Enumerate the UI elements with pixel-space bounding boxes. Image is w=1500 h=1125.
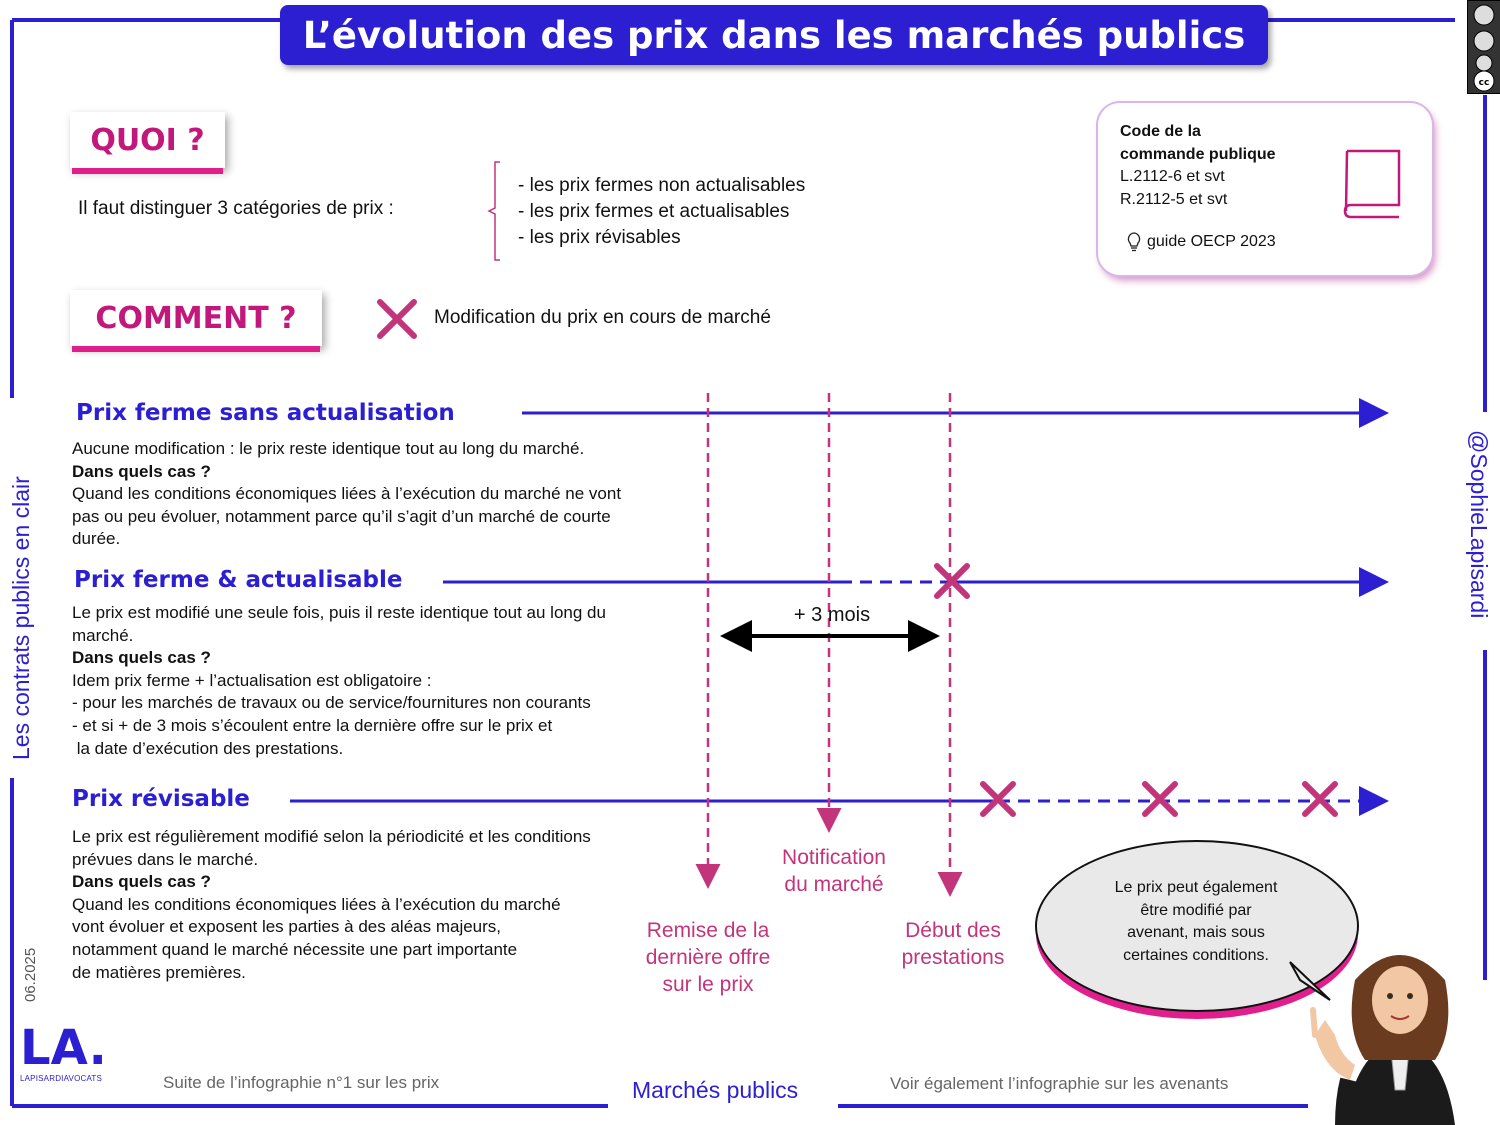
date-label: 06.2025 xyxy=(22,947,39,1002)
change-mark-icon xyxy=(1305,784,1335,814)
reference-guide: guide OECP 2023 xyxy=(1147,233,1276,250)
comment-label: COMMENT ? xyxy=(95,300,297,336)
side-label-right: @SophieLapisardi xyxy=(1466,430,1492,619)
bubble-text: Le prix peut également être modifié par avenant, mais sous certaines conditions. xyxy=(1114,879,1278,964)
logo-subtitle: LAPISARDIAVOCATS xyxy=(20,1074,103,1083)
reference-article: L.2112-6 et svt xyxy=(1120,168,1225,185)
category-title: Prix ferme sans actualisation xyxy=(76,400,455,426)
svg-text:cc: cc xyxy=(1478,78,1490,88)
logo-mark: LA. xyxy=(20,1020,107,1076)
comment-legend: Modification du prix en cours de marché xyxy=(434,307,771,328)
milestone-label-start: Début des prestations xyxy=(901,919,1005,969)
lawyer-avatar xyxy=(1305,940,1495,1125)
quoi-intro: Il faut distinguer 3 catégories de prix : xyxy=(78,198,394,219)
milestone-label-notification: Notification du marché xyxy=(782,846,886,896)
quoi-label: QUOI ? xyxy=(90,122,205,158)
reference-article: R.2112-5 et svt xyxy=(1120,190,1228,208)
quoi-item: - les prix révisables xyxy=(518,227,681,248)
page-title: L’évolution des prix dans les marchés publics xyxy=(280,5,1268,65)
category-description: Le prix est modifié une seule fois, puis il reste identique tout au long du marché. Dans quels cas ? Idem prix ferme + l’actualisation est obligatoire : - pour les marchés de travaux ou de service/fournitures non courants - et si + de 3 mois s’écoulent entre la dernière offre sur le prix et la date d’exécution des prestations. xyxy=(72,603,606,758)
side-label-left: Les contrats publics en clair xyxy=(8,476,34,760)
footer-center: Marchés publics xyxy=(632,1077,799,1103)
quoi-item: - les prix fermes et actualisables xyxy=(518,201,790,222)
reference-title: Code de la xyxy=(1120,123,1201,140)
category-title: Prix ferme & actualisable xyxy=(74,567,403,593)
reference-title: commande publique xyxy=(1120,145,1276,163)
quoi-item: - les prix fermes non actualisables xyxy=(518,175,806,196)
change-mark-icon xyxy=(983,784,1013,814)
change-mark-icon xyxy=(1145,784,1175,814)
category-title: Prix révisable xyxy=(72,786,250,812)
delay-label: + 3 mois xyxy=(793,604,871,626)
footer-right: Voir également l’infographie sur les avenants xyxy=(890,1074,1229,1093)
milestone-label-offer: Remise de la dernière offre sur le prix xyxy=(645,919,771,996)
logo xyxy=(20,1022,107,1083)
category-description: Aucune modification : le prix reste identique tout au long du marché. Dans quels cas ? Quand les conditions économiques liées à l’exécution du marché ne vont pas ou peu évoluer, notamment parce qu’il s’agit d’un marché de courte durée. xyxy=(72,439,622,549)
category-description: Le prix est régulièrement modifié selon la périodicité et les conditions prévues dans le marché. Dans quels cas ? Quand les conditions économiques liées à l’exécution du marché vont évoluer et exposent les parties à des aléas majeurs, notamment quand le marché nécessite une part importante de matières premières. xyxy=(72,827,591,982)
footer-left: Suite de l’infographie n°1 sur les prix xyxy=(163,1073,440,1092)
